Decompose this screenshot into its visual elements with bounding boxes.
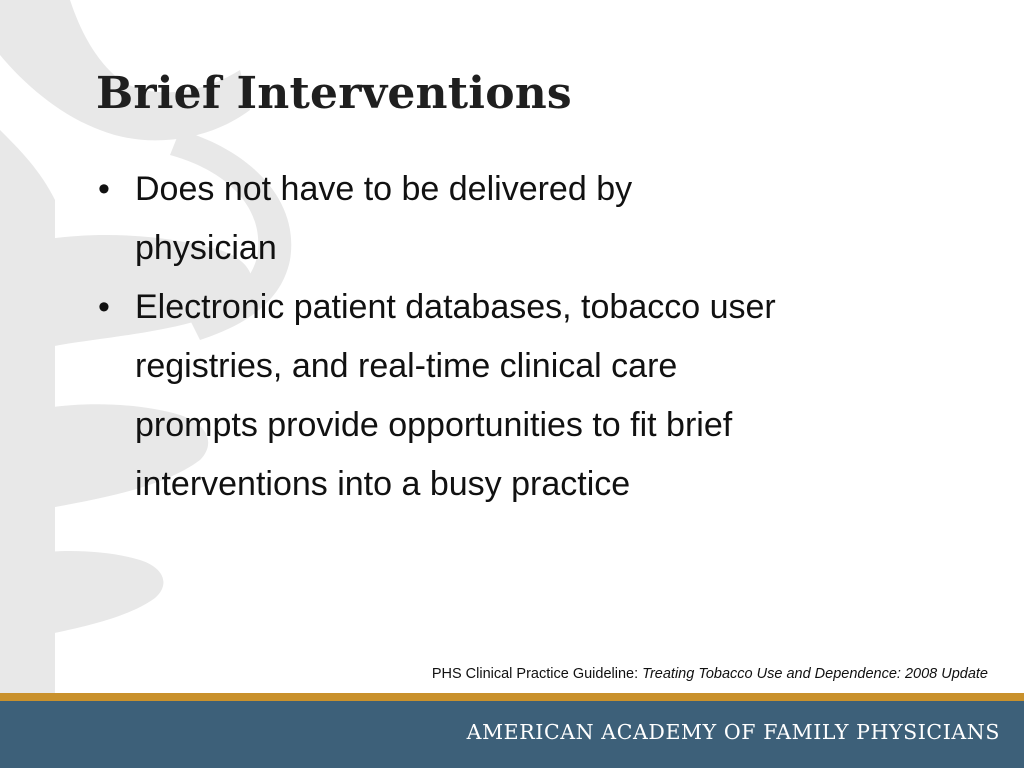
- organization-name: AMERICAN ACADEMY OF FAMILY PHYSICIANS: [466, 720, 1000, 744]
- bullet-line: registries, and real-time clinical care: [135, 347, 678, 385]
- accent-band: [0, 693, 1024, 701]
- bullet-dot: •: [98, 170, 110, 208]
- bullet-line: prompts provide opportunities to fit brief: [135, 406, 733, 444]
- bullet-line: Electronic patient databases, tobacco user: [135, 288, 776, 326]
- citation-prefix: PHS Clinical Practice Guideline:: [431, 666, 643, 682]
- bullet-item: [98, 160, 998, 278]
- bullet-line: interventions into a busy practice: [135, 465, 631, 503]
- slide-title: Brief Interventions: [96, 68, 572, 119]
- bullet-item: [98, 278, 998, 514]
- bullet-dot: •: [98, 288, 110, 326]
- citation-title: Treating Tobacco Use and Dependence: 2008 Update: [642, 666, 988, 682]
- source-citation: [432, 666, 988, 682]
- footer-bar: [0, 701, 1024, 768]
- bullet-line: physician: [135, 229, 277, 267]
- bullet-line: Does not have to be delivered by: [135, 170, 633, 208]
- bullet-list: [98, 160, 998, 514]
